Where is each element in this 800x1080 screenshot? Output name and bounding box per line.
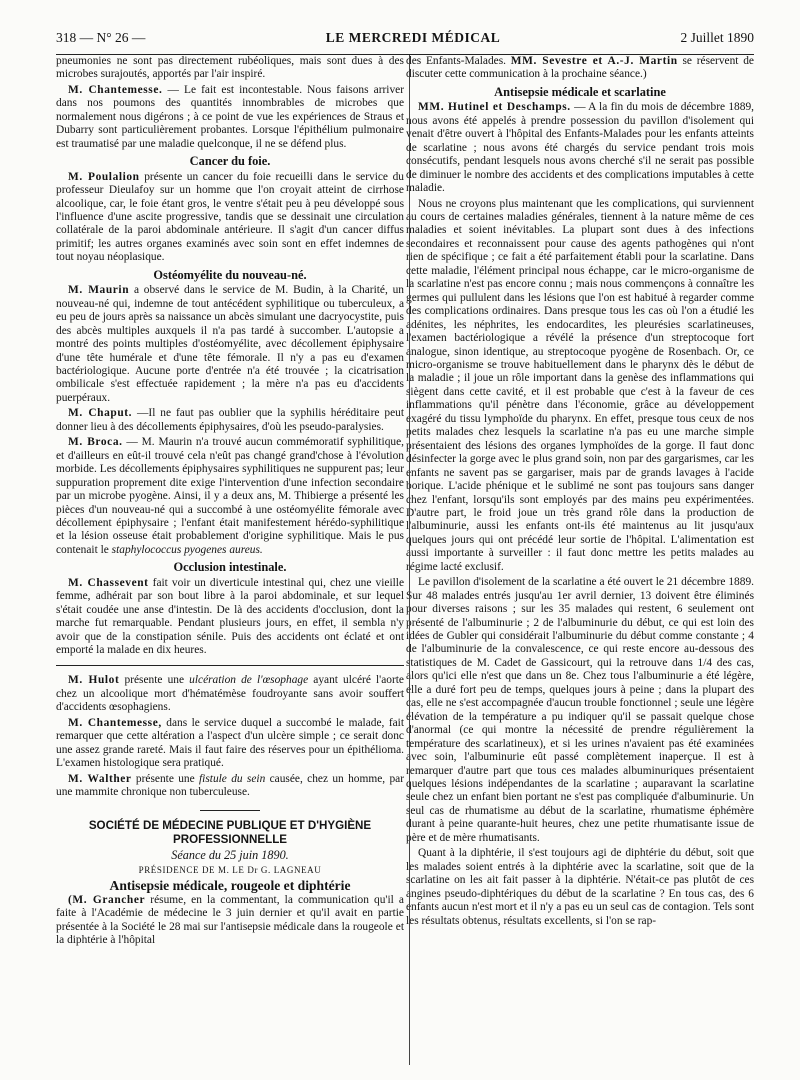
paragraph: Le pavillon d'isolement de la scarlatine a été ouvert le 21 décembre 1889. Sur 48 malades entrés jusqu'au 1er avril dernier, 13 doivent être éliminés pour diverses raisons ; sur les 35 malades qui restent, 6 seulement ont présenté de l'albuminurie ; 2 de l'albuminurie du début, ce qui est loin des idées de Gubler qui considérait l'albuminurie du début comme constante ; 4 de l'albuminurie de la convalescence, ce qui reste encore au-dessous des statistiques de M. Cadet de Gassicourt, qui la retrouve dans 1/4 des cas, alors qu'ici elle n'est que dans un 8e. Chez tous l'albuminurie a été légère, elle a duré fort peu de temps, quelques jours à peine ; dans la plupart des cas, elle ne s'est accompagnée d'aucun trouble fonctionnel ; seule une légère élévation de la température a pu indiquer qu'il se passait quelque chose d'anormal (ce qui montre la nécessité de prendre régulièrement la température des scarlatineux), et si les urines n'avaient pas été examinées avec soin, l'albuminurie eût passé complètement inaperçue. Il est à remarquer d'autre part que tous ces malades albuminuriques présentaient quelques lésions indépendantes de la scarlatine ; auparavant la scarlatine seule chez un enfant bien portant ne s'est pas compliquée d'albuminurie. Un seul cas de rhumatisme au début de la scarlatine, rhumatisme éphémère durant à peine quarante-huit heures, chez une petite rhumatisante issue de père et de mère rhumatisants. — [406, 576, 754, 844]
right-column — [406, 55, 754, 1065]
paragraph-text: résume, en la commentant, la communication qu'il a faite à l'Académie de médecine le 3 juin dernier et qu'il avait en partie présentée à la Société le 28 mai sur l'antisepsie médicale dans la rougeole et la diphtérie à l'hôpital — [56, 893, 404, 947]
speaker-name: MM. Hutinel et Deschamps. — [418, 101, 571, 114]
italic-term: staphylococcus pyogenes aureus. — [111, 543, 263, 556]
paragraph — [406, 101, 754, 195]
section-separator — [56, 665, 404, 666]
paragraph-text: présente un cancer du foie recueilli dans le service du professeur Dieulafoy sur un homme que l'on croyait atteint de cirrhose alcoolique, car, le foie étant gros, le ventre s'était peu à peu développé sous l'influence d'une ascite progressive, tandis que se dessinait une circulation collatérale de la paroi abdominale antérieure. Il s'agit d'un cancer diffus primitif; les autres organes examinés avec soin sont en effet indemnes de tout noyau néoplasique. — [56, 170, 404, 264]
paragraph-text: — Le fait est incontestable. Nous faisons arriver dans nos poumons des quantités innombrables de microbes que normalement nous digérons ; à ce point de vue les expériences de Straus et Dubarry sont particulièrement probantes. Lorsque l'épithélium pulmonaire est traumatisé par une maladie quelconque, il ne se défend plus. — [56, 83, 404, 150]
paragraph-text: présente une — [119, 674, 190, 687]
speaker-name: M. Walther — [68, 772, 132, 785]
paragraph: Nous ne croyons plus maintenant que les complications, qui surviennent au cours de certaines maladies générales, tiennent à la nature même de ces maladies et soient inévitables. La plupart sont dues à des infections secondaires et reconnaissent pour cause des agents pathogènes qui n'ont rien de spécifique ; ce fait a été parfaitement établi pour la scarlatine. Dans cette maladie, l'élément principal nous échappe, car le micro-organisme de la scarlatine n'est pas encore connu ; mais nous commençons à connaître les germes qui pullulent dans les lésions que l'on est habitué à regarder comme des complications ordinaires. Dans presque tous les cas où l'on a étudié les adénites, les néphrites, les endocardites, les pleurésies scarlatineuses, l'examen bactériologique a révélé la présence d'un streptocoque fort analogue, sinon identique, au streptocoque pyogène de Rosenbach. Or, ce micro-organisme se trouve habituellement dans le pharynx dès le début de la maladie ; il joue un rôle important dans la genèse des inflammations qui siègent dans cette cavité, et il est probable que c'est à la faveur de ces inflammations qu'il pénètre dans l'économie, grâce au développement exagéré du tissu lymphoïde du pharynx. En effet, presque tous ceux de nos petits malades chez lesquels la scarlatine n'a pas eu une marche simple présentaient des lésions des organes lymphoïdes de la gorge. Il faut donc désinfecter la gorge avec le plus grand soin, non par des gargarismes, car les enfants ne savent pas se gargariser, mais par de grands lavages à l'acide borique. L'acide phénique et le sublimé ne sont pas toujours sans danger chez l'enfant, lorsqu'ils sont employés par des mains peu expérimentées. D'autre part, le froid joue un très grand rôle dans la production de l'albuminurie, aussi les enfants ont-ils été maintenus au lit jusqu'aux quelques jours qui ont précédé leur sortie de l'hôpital. L'alimentation est aussi importante à surveiller : il faut donc mettre les petits malades au régime lacté exclusif. — [406, 197, 754, 573]
paragraph — [56, 284, 404, 405]
article-columns — [56, 55, 754, 1065]
speaker-name: M. Hulot — [68, 674, 120, 687]
paragraph — [406, 55, 754, 82]
speaker-name: M. Poulalion — [68, 170, 140, 183]
speaker-name: M. Broca. — [68, 436, 123, 449]
paragraph — [56, 171, 404, 265]
section-heading: Antisepsie médicale, rougeole et diphtérie — [109, 878, 351, 894]
italic-term: ulcération de l'œsophage — [189, 674, 309, 687]
paragraph — [56, 773, 404, 800]
paragraph-text: se réservent de discuter cette communication à la prochaine séance.) — [406, 55, 754, 81]
left-column — [56, 55, 404, 1065]
paragraph — [56, 674, 404, 714]
paragraph — [56, 436, 404, 557]
running-header — [56, 30, 754, 52]
paragraph — [56, 717, 404, 771]
presidency-line: PRÉSIDENCE DE M. LE Dr G. LAGNEAU — [138, 865, 322, 876]
paragraph-text: ayant ulcéré l'aorte chez un alcoolique mort d'hématémèse foudroyante sans avoir souffert d'accidents œsophagiens. — [56, 674, 404, 714]
paragraph-text: fait voir un diverticule intestinal qui, chez une vieille femme, adhérait par son bout libre à la paroi abdominale, et sur lequel s'était coudée une anse d'intestin. De là des accidents d'occlusion, dont la marche fut remarquable. Pendant plusieurs jours, en effet, il sembla n'y avoir que de la constipation sénile. Puis des accidents ont éclaté et ont emporté la malade en dix heures. — [56, 576, 404, 657]
section-heading: Cancer du foie. — [189, 154, 271, 169]
paragraph — [56, 84, 404, 151]
paragraph-text: causée, chez un homme, par une mammite chronique non tuberculeuse. — [56, 772, 404, 799]
paragraph-text: des Enfants-Malades. — [406, 55, 511, 67]
speaker-name: M. Chassevent — [68, 576, 149, 589]
page-number: 318 — N° 26 — — [56, 30, 146, 45]
section-heading: Antisepsie médicale et scarlatine — [494, 84, 666, 99]
issue-date: 2 Juillet 1890 — [680, 30, 754, 45]
paragraph-text: dans le service duquel a succombé le malade, fait remarquer que cette altération a l'aspect d'un ulcère simple ; ce serait donc une assez grande rareté. Mais il faut faire des réserves pour un épithélioma. L'examen histologique sera pratiqué. — [56, 716, 404, 770]
paragraph-text: — M. Maurin n'a trouvé aucun commémoratif syphilitique, et d'ailleurs en eût-il trouvé cela n'eût pas changé grand'chose à l'évolution morbide. Les décollements épiphysaires syphilitiques ne suppurent pas; leur suppuration proprement dite exige l'intervention d'une infection secondaire par un microbe pyogène. Ainsi, il y a deux ans, M. Thibierge a présenté les pièces d'un nouveau-né qui a succombé à une ostéomyélite fémorale avec décollement épiphysaire ; l'enfant était manifestement hérédo-syphilitique et la lésion osseuse était probablement d'origine syphilitique. Mais le pus contenait le — [56, 436, 404, 556]
paragraph — [56, 407, 404, 434]
section-separator — [200, 810, 260, 811]
section-heading: Ostéomyélite du nouveau-né. — [153, 267, 307, 282]
paragraph-text: a observé dans le service de M. Budin, à la Charité, un nouveau-né qui, indemne de tout antécédent syphilitique ou tuberculeux, a eu peu de jours après sa naissance un abcès simulant une dacryocystite, puis des abcès multiples auxquels il n'a pas tardé à succomber. L'autopsie a montré des points multiples d'ostéomyélite, avec décollement épiphysaire d'une tête humérale et d'une tête fémorale. Il n'y a pas eu d'examen bactériologique. Aucune porte d'entrée n'a été trouvée ; la cicatrisation ombilicale s'est effectuée rapidement ; la mère n'a pas eu d'accidents puerpéraux. — [56, 284, 404, 404]
paragraph-text: — A la fin du mois de décembre 1889, nous avons été appelés à prendre possession du pavillon d'isolement qui venait d'être ouvert à l'hôpital des Enfants-Malades pour les enfants atteints de scarlatine ; nous avons été chargés du service pendant trois mois consécutifs, pendant lesquels nous avons cherché s'il ne serait pas possible de diminuer le nombre des accidents et des complications imputables à cette maladie. — [406, 101, 754, 195]
column-divider — [409, 55, 410, 1065]
speaker-name: MM. Sevestre et A.-J. Martin — [510, 55, 678, 67]
journal-title: LE MERCREDI MÉDICAL — [325, 30, 501, 45]
speaker-name: M. Maurin — [68, 284, 130, 297]
paragraph — [56, 894, 404, 948]
section-heading: Occlusion intestinale. — [173, 560, 287, 575]
paragraph: pneumonies ne sont pas directement rubéoliques, mais sont dues à des microbes surajoutés, apportés par l'air inspiré. — [56, 55, 404, 81]
speaker-name: M. Chaput. — [68, 407, 133, 420]
paragraph — [56, 577, 404, 658]
session-date: Séance du 25 juin 1890. — [171, 847, 289, 862]
paragraph-text: —Il ne faut pas oublier que la syphilis héréditaire peut donner lieu à des décollements épiphysaires, d'où les pseudo-paralysies. — [56, 407, 404, 433]
paragraph: Quant à la diphtérie, il s'est toujours agi de diphtérie du début, soit que les malades soient entrés à la diphtérie avec la scarlatine, soit que de la scarlatine on les ait fait passer à la diphtérie. N'était-ce pas plutôt de ces angines pseudo-diphtériques du début de la scarlatine ? En tous cas, des 6 enfants aucun n'est mort et il n'y a pas eu un seul cas de contagion. Tels sont les résultats obtenus, résultats excellents, si l'on se rap- — [406, 847, 754, 927]
speaker-name: M. Chantemesse. — [68, 83, 163, 96]
speaker-name: (M. Grancher — [68, 893, 146, 906]
society-heading: SOCIÉTÉ DE MÉDECINE PUBLIQUE ET D'HYGIÈNE PROFESSIONNELLE — [88, 818, 372, 846]
italic-term: fistule du sein — [199, 772, 266, 785]
paragraph-text: présente une — [131, 772, 200, 785]
speaker-name: M. Chantemesse, — [68, 716, 162, 729]
